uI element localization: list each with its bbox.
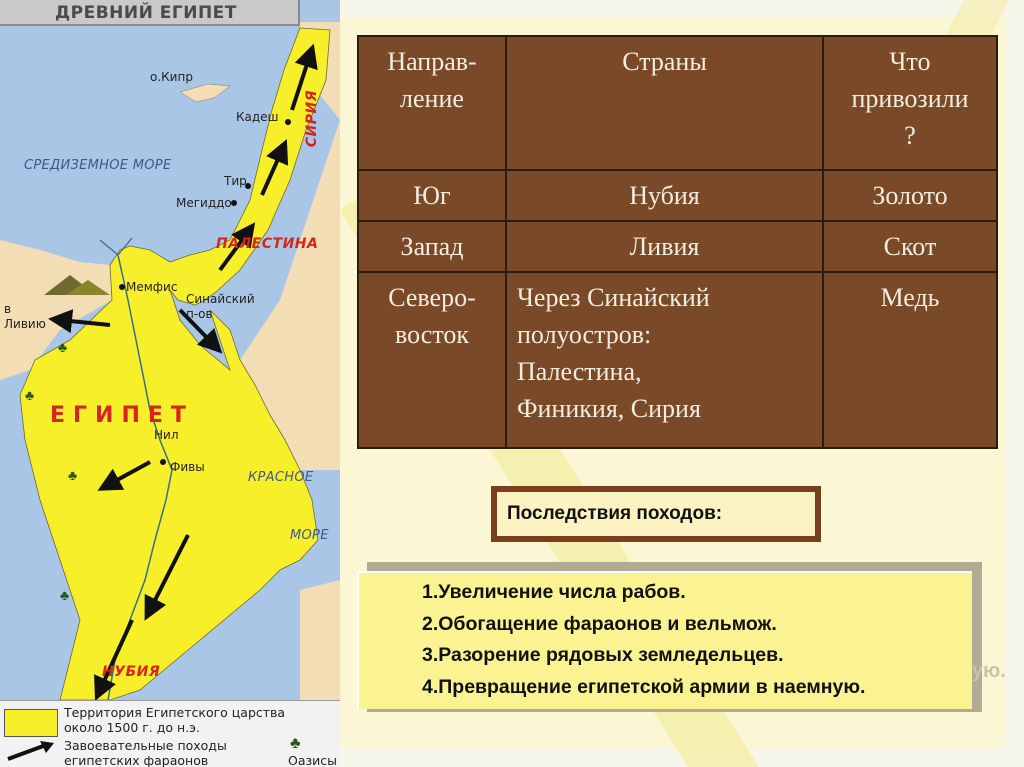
- table-row: [358, 170, 997, 221]
- legend-territory-label: Территория Египетского царства около 1500 г. до н.э.: [64, 705, 286, 735]
- table-header-row: [358, 36, 997, 170]
- table-cell: Северо- восток: [358, 272, 506, 448]
- consequences-title: Последствия походов:: [497, 492, 815, 536]
- memphis-dot: [119, 284, 125, 290]
- consequences-title-box: [491, 486, 821, 542]
- label-memphis: Мемфис: [126, 280, 178, 294]
- label-kadesh: Кадеш: [236, 110, 279, 124]
- map-title: ДРЕВНИЙ ЕГИПЕТ: [0, 0, 300, 26]
- oasis-icon: ♣: [25, 387, 35, 403]
- label-megiddo: Мегиддо: [176, 196, 232, 210]
- cyprus-island: [180, 84, 230, 102]
- thebes-dot: [160, 459, 166, 465]
- ghost-text: ую.: [972, 660, 1006, 682]
- list-item: 4.Превращение египетской армии в наемную.: [422, 675, 866, 698]
- label-palestine: ПАЛЕСТИНА: [216, 236, 319, 252]
- trade-directions-table: [357, 35, 998, 449]
- list-item: 3.Разорение рядовых земледельцев.: [422, 644, 784, 666]
- label-nile: Нил: [154, 428, 179, 442]
- table-row: [358, 272, 997, 448]
- table-header-imports: Что привозили ?: [823, 36, 997, 170]
- label-red-sea-1: КРАСНОЕ: [248, 470, 314, 485]
- kadesh-dot: [285, 119, 291, 125]
- label-syria: СИРИЯ: [304, 90, 320, 148]
- megiddo-dot: [231, 200, 237, 206]
- table-cell: Запад: [358, 221, 506, 272]
- oasis-icon: ♣: [60, 587, 70, 603]
- table-cell: Медь: [823, 272, 997, 448]
- legend-oases-label: Оазисы: [288, 753, 338, 767]
- consequences-list: [357, 571, 972, 709]
- legend-territory-swatch: [4, 709, 58, 737]
- oasis-icon: ♣: [58, 339, 68, 355]
- table-row: [358, 221, 997, 272]
- legend-oasis-icon: ♣: [290, 735, 301, 752]
- label-red-sea-2: МОРЕ: [290, 528, 329, 543]
- map-legend: [0, 700, 340, 767]
- table-cell: Скот: [823, 221, 997, 272]
- table-cell: Через Синайский полуостров: Палестина, Финикия, Сирия: [506, 272, 823, 448]
- table-header-direction: Направ- ление: [358, 36, 506, 170]
- table-header-countries: Страны: [506, 36, 823, 170]
- list-item: 2.Обогащение фараонов и вельмож.: [422, 612, 777, 635]
- legend-arrow-icon: [4, 739, 56, 763]
- ancient-egypt-map: [0, 0, 340, 767]
- label-nubia: НУБИЯ: [102, 664, 161, 680]
- label-tyre: Тир: [224, 174, 247, 188]
- table-cell: Ливия: [506, 221, 823, 272]
- label-cyprus: о.Кипр: [150, 70, 193, 84]
- table-cell: Юг: [358, 170, 506, 221]
- oasis-icon: ♣: [68, 467, 78, 483]
- arabia-south-land: [300, 580, 340, 700]
- label-thebes: Фивы: [170, 460, 205, 474]
- label-mediterranean-sea: СРЕДИЗЕМНОЕ МОРЕ: [24, 158, 172, 173]
- label-sinai: Синайский п-ов: [186, 292, 255, 321]
- legend-campaigns-label: Завоевательные походы египетских фараонов: [64, 738, 227, 767]
- map-graphic: [0, 0, 340, 767]
- label-to-libya: в Ливию: [4, 302, 46, 331]
- label-egypt: ЕГИПЕТ: [50, 403, 194, 428]
- list-item: 1.Увеличение числа рабов.: [422, 581, 686, 603]
- table-cell: Золото: [823, 170, 997, 221]
- table-cell: Нубия: [506, 170, 823, 221]
